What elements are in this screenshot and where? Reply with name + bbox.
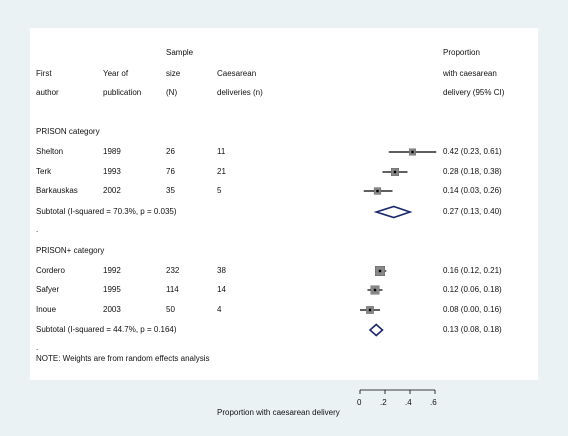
study-cs: 5 xyxy=(217,186,222,195)
x-tick-label: .4 xyxy=(405,398,412,407)
header-deliveries: deliveries (n) xyxy=(217,88,263,97)
study-n: 50 xyxy=(166,305,175,314)
study-ci: 0.08 (0.00, 0.16) xyxy=(443,305,502,314)
x-tick-label: .2 xyxy=(380,398,387,407)
study-author: Barkauskas xyxy=(36,186,78,195)
study-year: 1989 xyxy=(103,147,121,156)
header-publication: publication xyxy=(103,88,142,97)
header-caesarean: Caesarean xyxy=(217,69,257,78)
header-author: author xyxy=(36,88,59,97)
x-tick-label: .6 xyxy=(430,398,437,407)
x-tick-label: 0 xyxy=(357,398,362,407)
study-author: Safyer xyxy=(36,285,60,294)
header-delivery-ci: delivery (95% CI) xyxy=(443,88,505,97)
point-estimate xyxy=(374,289,376,291)
study-n: 76 xyxy=(166,167,175,176)
header-with-caesarean: with caesarean xyxy=(443,69,497,78)
study-ci: 0.16 (0.12, 0.21) xyxy=(443,266,502,275)
pooled-diamond xyxy=(370,325,383,336)
study-year: 1992 xyxy=(103,266,121,275)
study-cs: 21 xyxy=(217,167,226,176)
header-sample: Sample xyxy=(166,48,194,57)
header-n: (N) xyxy=(166,88,178,97)
study-year: 2002 xyxy=(103,186,121,195)
study-cs: 11 xyxy=(217,147,226,156)
study-n: 35 xyxy=(166,186,175,195)
study-n: 26 xyxy=(166,147,175,156)
study-ci: 0.28 (0.18, 0.38) xyxy=(443,167,502,176)
point-estimate xyxy=(369,309,371,311)
point-estimate xyxy=(411,151,413,153)
separator-dot: . xyxy=(36,225,39,234)
header-proportion: Proportion xyxy=(443,48,480,57)
subtotal-ci: 0.27 (0.13, 0.40) xyxy=(443,207,502,216)
group-label-prison: PRISON category xyxy=(36,127,100,136)
weights-note: NOTE: Weights are from random effects analysis xyxy=(36,354,210,363)
study-author: Inoue xyxy=(36,305,57,314)
study-ci: 0.42 (0.23, 0.61) xyxy=(443,147,502,156)
study-year: 2003 xyxy=(103,305,121,314)
header-size: size xyxy=(166,69,181,78)
study-author: Cordero xyxy=(36,266,65,275)
study-year: 1995 xyxy=(103,285,121,294)
study-cs: 38 xyxy=(217,266,226,275)
group-label-prison-plus: PRISON+ category xyxy=(36,246,105,255)
study-author: Shelton xyxy=(36,147,64,156)
study-year: 1993 xyxy=(103,167,121,176)
header-first: First xyxy=(36,69,52,78)
point-estimate xyxy=(376,190,378,192)
study-author: Terk xyxy=(36,167,52,176)
study-n: 114 xyxy=(166,285,179,294)
point-estimate xyxy=(394,171,396,173)
study-cs: 4 xyxy=(217,305,222,314)
subtotal-label: Subtotal (I-squared = 44.7%, p = 0.164) xyxy=(36,325,177,334)
header-year-of: Year of xyxy=(103,69,129,78)
pooled-diamond xyxy=(376,207,410,218)
study-n: 232 xyxy=(166,266,180,275)
study-ci: 0.12 (0.06, 0.18) xyxy=(443,285,502,294)
separator-dot: . xyxy=(36,343,39,352)
subtotal-ci: 0.13 (0.08, 0.18) xyxy=(443,325,502,334)
point-estimate xyxy=(379,270,381,272)
x-axis-title: Proportion with caesarean delivery xyxy=(217,408,340,417)
study-cs: 14 xyxy=(217,285,226,294)
subtotal-label: Subtotal (I-squared = 70.3%, p = 0.035) xyxy=(36,207,177,216)
study-ci: 0.14 (0.03, 0.26) xyxy=(443,186,502,195)
